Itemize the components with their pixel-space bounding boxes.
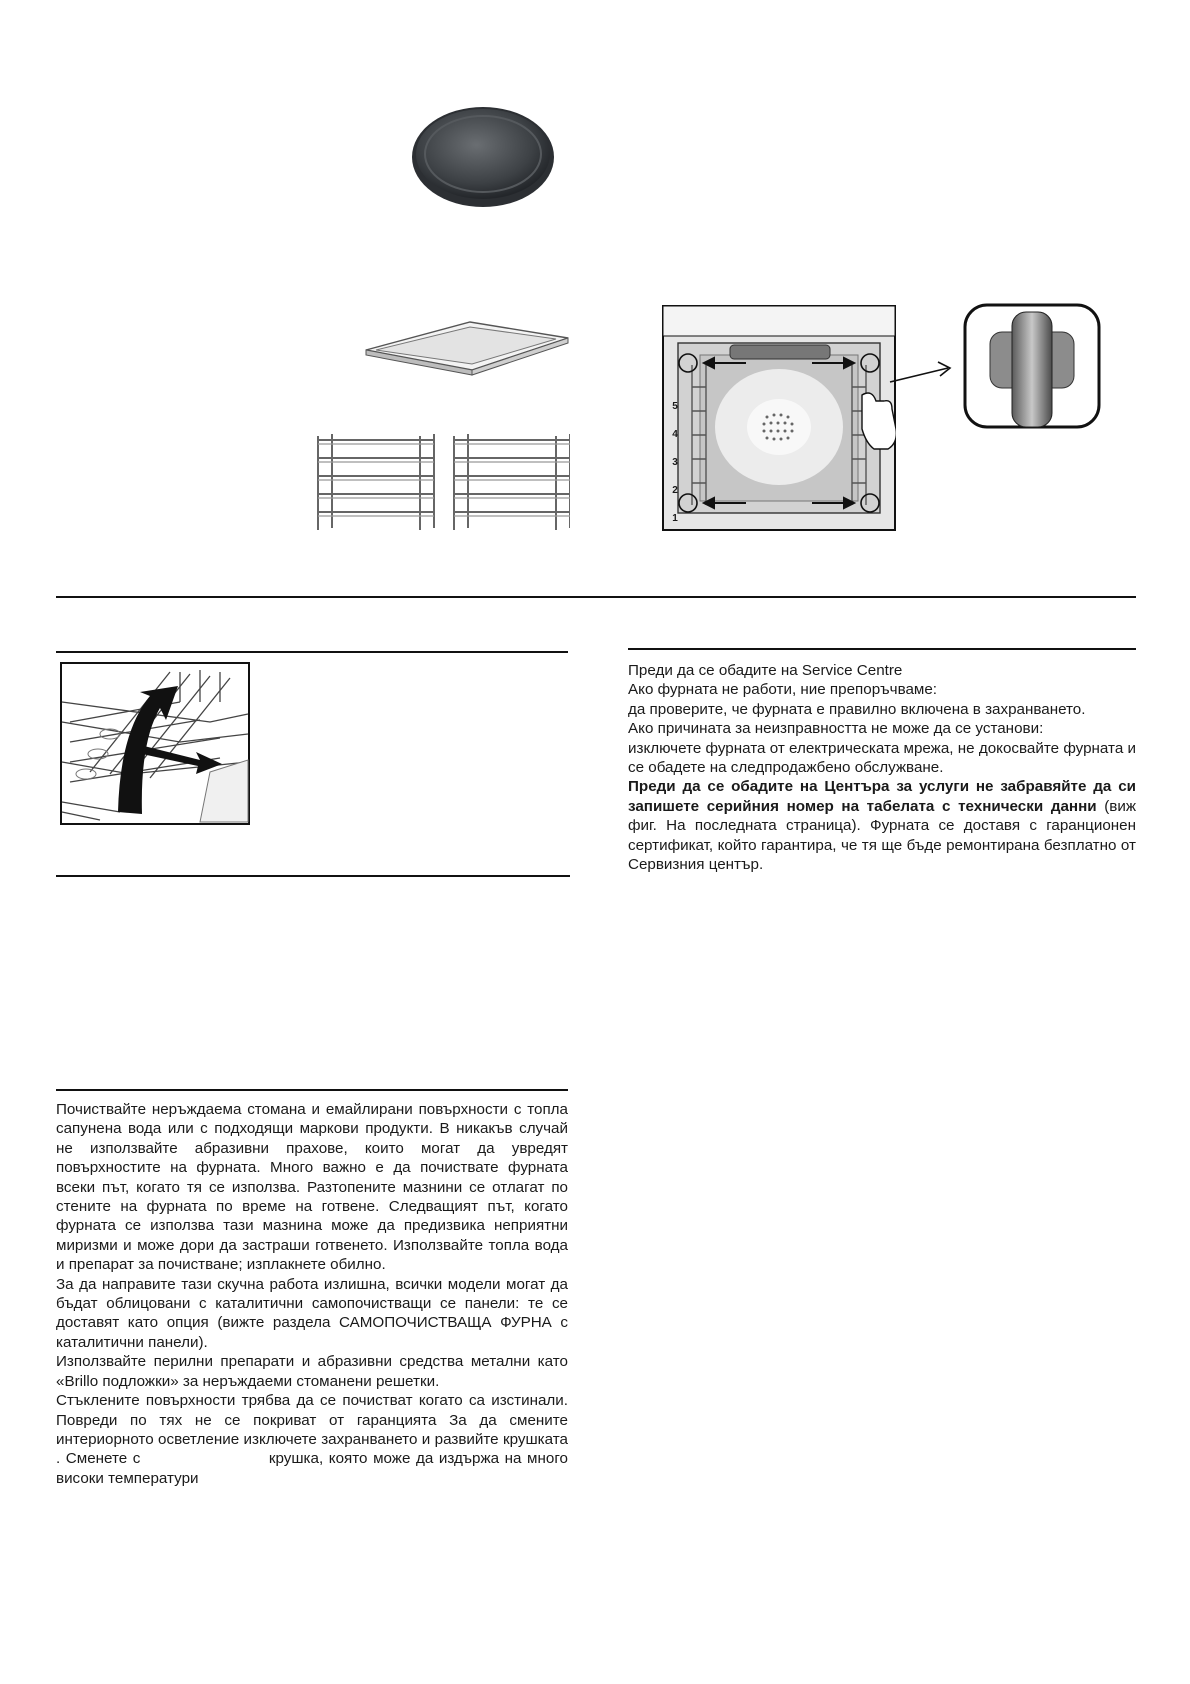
rack-clip-icon (962, 302, 1102, 430)
shelf-level-4: 4 (672, 429, 678, 440)
service-section (628, 661, 1136, 874)
oven-interior-figure (662, 305, 896, 531)
service-line-4: Ако причината за неизправността не може да се установи: (628, 720, 1044, 738)
rack-removal-icon (60, 662, 250, 825)
shelf-level-labels (668, 393, 682, 533)
pizza-pan-figure (408, 100, 558, 210)
right-section-divider (628, 648, 1136, 650)
shelf-level-5: 5 (672, 401, 678, 412)
left-section-divider-top (56, 651, 568, 653)
full-width-divider (56, 596, 1136, 598)
oven-interior-icon (662, 305, 896, 531)
rack-removal-figure (60, 662, 250, 825)
shelf-level-2: 2 (672, 485, 678, 496)
shelf-level-1: 1 (672, 513, 678, 524)
cleaning-paragraph-3: Използвайте перилни препарати и абразивни средства метални като «Brillo подложки» за неръждаеми стоманени решетки. (56, 1353, 568, 1390)
baking-tray-figure (362, 318, 572, 378)
cleaning-paragraph-4: Стъклените повърхности трябва да се почистват когато са изстинали. Повреди по тях не се покриват от гаранцията За да смените интериорното осветление изключете захранването и развийте крушката . Сменете с крушка, която може да издържа на много високи температури (56, 1392, 573, 1487)
cleaning-section-divider (56, 1089, 568, 1091)
cleaning-paragraph-1: Почиствайте неръждаема стомана и емайлирани повърхности с топла сапунена вода или с подходящи маркови продукти. В никакъв случай не използвайте абразивни прахове, които могат да увредят повърхностите на фурната. Много важно е да почиствате фурната всеки път, когато тя се използва. Разтопените мазнини се отлагат по стените на фурната по време на готвене. Следващият път, когато фурната се използва тази мазнина може да предизвика неприятни миризми и може дори да застраши готвенето. Използвайте топла вода и препарат за почистване; изплакнете обилно. (56, 1101, 568, 1274)
service-line-3: да проверите, че фурната е правилно включена в захранването. (628, 700, 1086, 718)
side-racks-figure (310, 430, 570, 535)
side-rack-icon (310, 430, 570, 535)
cleaning-section (56, 1100, 573, 1488)
left-section-divider-bottom (56, 875, 570, 877)
service-warning-paragraph (628, 777, 1136, 874)
baking-tray-icon (362, 318, 572, 378)
service-line-2: Ако фурната не работи, ние препоръчваме: (628, 681, 938, 699)
arrow-right-icon (888, 360, 958, 386)
service-warning-bold: Преди да се обадите на Центъра за услуги не забравяйте да си запишете серийния номер на табелата с технически данни (628, 778, 1136, 815)
cleaning-paragraph-2: За да направите тази скучна работа излишна, всички модели могат да бъдат облицовани с каталитични самопочистващи се панели: те се доставят като опция (вижте раздела САМОПОЧИСТВАЩА ФУРНА с каталитични панели). (56, 1275, 568, 1351)
service-line-5: изключете фурната от електрическата мрежа, не докосвайте фурната и се обадете на следпродажбено обслужване. (628, 739, 1136, 777)
service-warning-rest: (виж фиг. На последната страница). Фурната се доставя с гаранционен сертификат, който гарантира, че тя ще бъде ремонтирана безплатно от Сервизния център. (628, 797, 1136, 874)
pizza-pan-icon (408, 100, 558, 210)
rack-clip-figure (962, 302, 1102, 430)
detail-pointer-arrow (888, 360, 958, 386)
shelf-level-3: 3 (672, 457, 678, 468)
service-line-1: Преди да се обадите на Service Centre (628, 662, 903, 679)
